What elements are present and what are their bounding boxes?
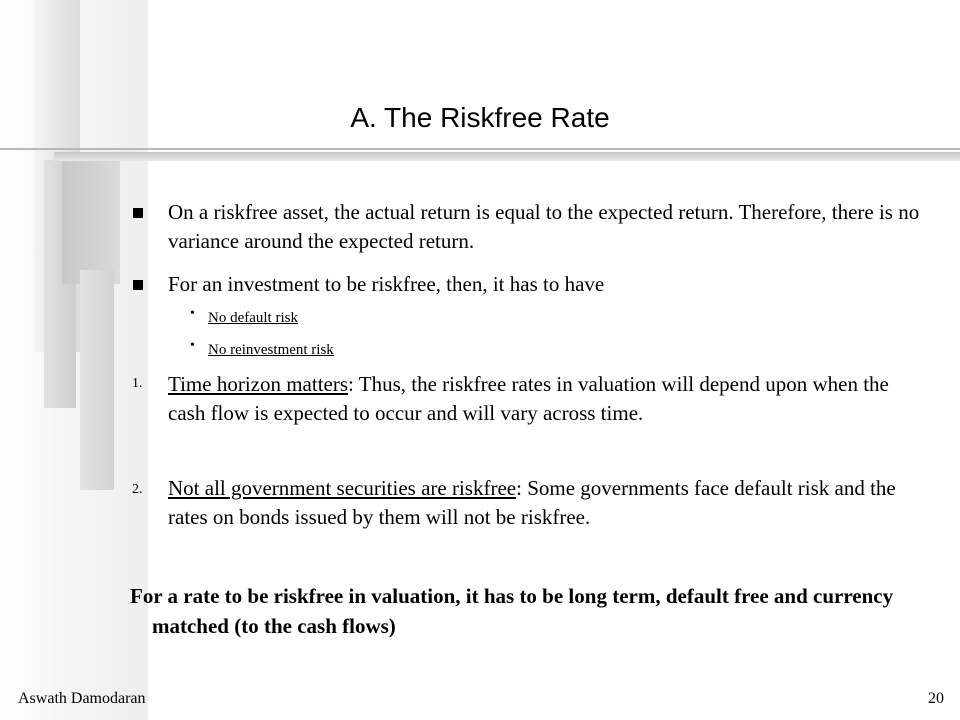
slide-title: A. The Riskfree Rate xyxy=(350,102,610,133)
numbered-item-text: : Thus, the riskfree rates in valuation will depend upon when the cash flow is expected to occur and will vary across time. xyxy=(168,372,889,425)
title-underline-bar xyxy=(54,152,960,161)
square-bullet-icon xyxy=(133,208,143,218)
list-number: 1. xyxy=(132,376,143,391)
sub-bullet-text: No reinvestment risk xyxy=(208,342,334,358)
page-number: 20 xyxy=(928,690,944,707)
numbered-item xyxy=(168,474,928,532)
numbered-item-emphasis: Not all government securities are riskfree xyxy=(168,476,517,500)
square-bullet-icon xyxy=(133,280,143,290)
dot-bullet-icon: • xyxy=(190,306,195,321)
bullet-text: For an investment to be riskfree, then, it has to have xyxy=(168,272,605,296)
numbered-item-text: : Some governments face default risk and the rates on bonds issued by them will not be riskfree. xyxy=(168,476,896,529)
sub-bullet-text: No default risk xyxy=(208,310,298,326)
footer-author: Aswath Damodaran xyxy=(18,690,146,707)
numbered-item-emphasis: Time horizon matters xyxy=(168,372,349,396)
decorative-bar xyxy=(80,270,114,490)
title-rule xyxy=(0,148,960,150)
list-number: 2. xyxy=(132,482,143,497)
bullet-text: On a riskfree asset, the actual return is equal to the expected return. Therefore, there is no variance around the expected return. xyxy=(168,200,920,253)
dot-bullet-icon: • xyxy=(190,338,195,353)
conclusion-text: For a rate to be riskfree in valuation, it has to be long term, default free and currency matched (to the cash flows) xyxy=(130,584,894,638)
numbered-item xyxy=(168,370,928,428)
decorative-bar xyxy=(62,160,120,284)
